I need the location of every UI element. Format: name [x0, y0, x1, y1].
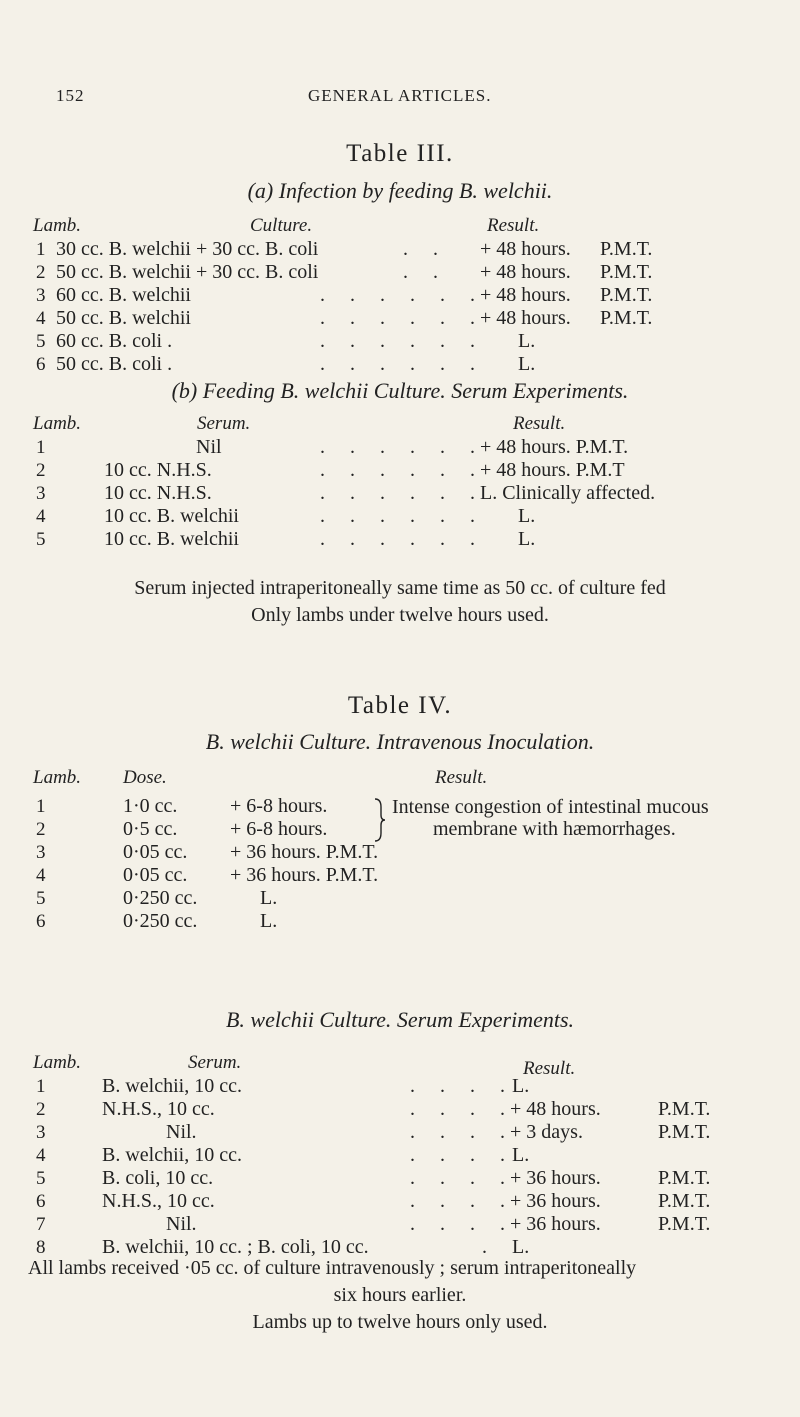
table-4b-note: All lambs received ·05 cc. of culture intravenously ; serum intraperitoneally: [28, 1257, 637, 1279]
table-3b-caption: (b) Feeding B. welchii Culture. Serum Experiments.: [171, 378, 629, 403]
row-lamb-number: 6: [36, 911, 46, 932]
row-culture: 60 cc. B. coli .: [56, 330, 173, 352]
table-4b-note: six hours earlier.: [333, 1284, 467, 1306]
col-header-dose: Dose.: [123, 767, 167, 788]
row-lamb-number: 5: [36, 529, 46, 550]
row-culture: 30 cc. B. welchii + 30 cc. B. coli: [56, 238, 319, 260]
row-serum: 10 cc. B. welchii: [104, 505, 239, 527]
row-culture: 50 cc. B. welchii: [56, 307, 191, 329]
col-header-result: Result.: [487, 215, 540, 236]
row-serum: B. welchii, 10 cc. ; B. coli, 10 cc.: [102, 1236, 369, 1258]
row-result: L.: [518, 330, 536, 352]
col-header-result: Result.: [513, 413, 566, 434]
row-lamb-number: 1: [36, 1076, 46, 1097]
row-lamb-number: 2: [36, 262, 46, 283]
row-result: + 48 hours. P.M.T: [480, 459, 625, 481]
table-4-title: Table IV.: [347, 692, 453, 719]
row-result: + 6-8 hours.: [230, 795, 328, 817]
row-leader-dots: . . . . . .: [320, 284, 485, 306]
row-lamb-number: 2: [36, 1099, 46, 1120]
table-4b-caption: B. welchii Culture. Serum Experiments.: [225, 1007, 575, 1032]
row-serum: B. welchii, 10 cc.: [102, 1144, 242, 1166]
row-result: L.: [518, 505, 536, 527]
row-serum: N.H.S., 10 cc.: [102, 1098, 215, 1120]
row-note: P.M.T.: [600, 238, 653, 260]
row-result: + 36 hours.: [510, 1213, 601, 1235]
col-header-serum: Serum.: [188, 1052, 242, 1073]
row-lamb-number: 4: [36, 1145, 46, 1166]
row-leader-dots: . . . . . .: [320, 505, 485, 527]
row-result: + 3 days.: [510, 1121, 583, 1143]
col-header-culture: Culture.: [250, 215, 313, 236]
col-header-serum: Serum.: [197, 413, 251, 434]
row-lamb-number: 4: [36, 308, 46, 329]
row-leader-dots: . . . .: [410, 1121, 515, 1143]
row-leader-dots: . . . .: [410, 1075, 515, 1097]
row-result: L.: [518, 528, 536, 550]
row-note: P.M.T.: [600, 284, 653, 306]
row-leader-dots: . .: [403, 238, 448, 260]
row-lamb-number: 8: [36, 1237, 46, 1258]
row-serum: N.H.S., 10 cc.: [102, 1190, 215, 1212]
table-3a-caption: (a) Infection by feeding B. welchii.: [247, 178, 553, 203]
row-leader-dots: . . . . . .: [320, 482, 485, 504]
row-leader-dots: .: [482, 1236, 497, 1258]
row-result: + 6-8 hours.: [230, 818, 328, 840]
row-culture: 60 cc. B. welchii: [56, 284, 191, 306]
row-result: + 36 hours.: [510, 1190, 601, 1212]
row-serum: B. welchii, 10 cc.: [102, 1075, 242, 1097]
row-culture: 50 cc. B. welchii + 30 cc. B. coli: [56, 261, 319, 283]
row-leader-dots: . . . . . .: [320, 307, 485, 329]
row-note: P.M.T.: [658, 1213, 711, 1235]
row-result: + 48 hours.: [480, 307, 571, 329]
col-header-lamb: Lamb.: [33, 767, 82, 788]
row-leader-dots: . . . . . .: [320, 528, 485, 550]
brace-icon: [373, 797, 387, 843]
row-dose: 0·5 cc.: [123, 818, 178, 840]
row-leader-dots: . . . .: [410, 1213, 515, 1235]
row-serum: 10 cc. B. welchii: [104, 528, 239, 550]
row-result: + 48 hours.: [480, 238, 571, 260]
row-lamb-number: 5: [36, 331, 46, 352]
row-culture: 50 cc. B. coli .: [56, 353, 173, 375]
row-leader-dots: . . . . . .: [320, 330, 485, 352]
row-lamb-number: 3: [36, 285, 46, 306]
row-leader-dots: . . . .: [410, 1167, 515, 1189]
row-leader-dots: . . . .: [410, 1098, 515, 1120]
row-note: P.M.T.: [658, 1121, 711, 1143]
row-lamb-number: 1: [36, 796, 46, 817]
row-lamb-number: 4: [36, 865, 46, 886]
row-result: L.: [260, 887, 278, 909]
row-lamb-number: 4: [36, 506, 46, 527]
row-dose: 0·250 cc.: [123, 910, 198, 932]
row-serum: Nil: [196, 436, 222, 458]
row-result: + 36 hours. P.M.T.: [230, 841, 379, 863]
row-leader-dots: . . . .: [410, 1144, 515, 1166]
row-lamb-number: 5: [36, 888, 46, 909]
row-serum: Nil.: [166, 1121, 197, 1143]
row-serum: B. coli, 10 cc.: [102, 1167, 214, 1189]
col-header-lamb: Lamb.: [33, 1052, 82, 1073]
row-lamb-number: 1: [36, 239, 46, 260]
row-lamb-number: 2: [36, 460, 46, 481]
row-note: P.M.T.: [658, 1167, 711, 1189]
row-result: L. Clinically affected.: [480, 482, 656, 504]
table-4a-caption: B. welchii Culture. Intravenous Inoculation.: [205, 729, 595, 754]
col-header-result: Result.: [523, 1058, 576, 1079]
running-title: GENERAL ARTICLES.: [308, 86, 492, 105]
brace-note-line-1: Intense congestion of intestinal mucous: [392, 796, 709, 818]
row-note: P.M.T.: [600, 261, 653, 283]
row-lamb-number: 5: [36, 1168, 46, 1189]
table-4b-note: Lambs up to twelve hours only used.: [252, 1311, 548, 1333]
col-header-lamb: Lamb.: [33, 215, 82, 236]
row-lamb-number: 6: [36, 1191, 46, 1212]
row-result: L.: [518, 353, 536, 375]
row-dose: 1·0 cc.: [123, 795, 178, 817]
row-dose: 0·05 cc.: [123, 841, 188, 863]
row-serum: 10 cc. N.H.S.: [104, 459, 212, 481]
col-header-result: Result.: [435, 767, 488, 788]
table-3-title: Table III.: [346, 140, 454, 167]
row-result: L.: [512, 1075, 530, 1097]
row-dose: 0·05 cc.: [123, 864, 188, 886]
col-header-lamb: Lamb.: [33, 413, 82, 434]
row-result: + 48 hours.: [510, 1098, 601, 1120]
row-lamb-number: 6: [36, 354, 46, 375]
row-lamb-number: 3: [36, 1122, 46, 1143]
row-note: P.M.T.: [658, 1098, 711, 1120]
row-result: + 36 hours.: [510, 1167, 601, 1189]
brace-note-line-2: membrane with hæmorrhages.: [433, 818, 676, 840]
row-lamb-number: 3: [36, 483, 46, 504]
row-lamb-number: 1: [36, 437, 46, 458]
row-leader-dots: . . . . . .: [320, 353, 485, 375]
row-lamb-number: 7: [36, 1214, 46, 1235]
row-lamb-number: 3: [36, 842, 46, 863]
row-result: + 48 hours.: [480, 284, 571, 306]
row-result: L.: [512, 1236, 530, 1258]
row-leader-dots: . . . .: [410, 1190, 515, 1212]
row-leader-dots: . .: [403, 261, 448, 283]
page-number: 152: [56, 86, 85, 105]
row-serum: 10 cc. N.H.S.: [104, 482, 212, 504]
row-result: + 36 hours. P.M.T.: [230, 864, 379, 886]
table-3b-note: Only lambs under twelve hours used.: [251, 604, 549, 626]
row-leader-dots: . . . . . .: [320, 459, 485, 481]
row-serum: Nil.: [166, 1213, 197, 1235]
row-lamb-number: 2: [36, 819, 46, 840]
row-note: P.M.T.: [600, 307, 653, 329]
row-dose: 0·250 cc.: [123, 887, 198, 909]
row-result: L.: [260, 910, 278, 932]
row-result: L.: [512, 1144, 530, 1166]
row-leader-dots: . . . . . .: [320, 436, 485, 458]
table-3b-note: Serum injected intraperitoneally same time as 50 cc. of culture fed: [134, 577, 666, 599]
row-result: + 48 hours.: [480, 261, 571, 283]
row-result: + 48 hours. P.M.T.: [480, 436, 629, 458]
row-note: P.M.T.: [658, 1190, 711, 1212]
